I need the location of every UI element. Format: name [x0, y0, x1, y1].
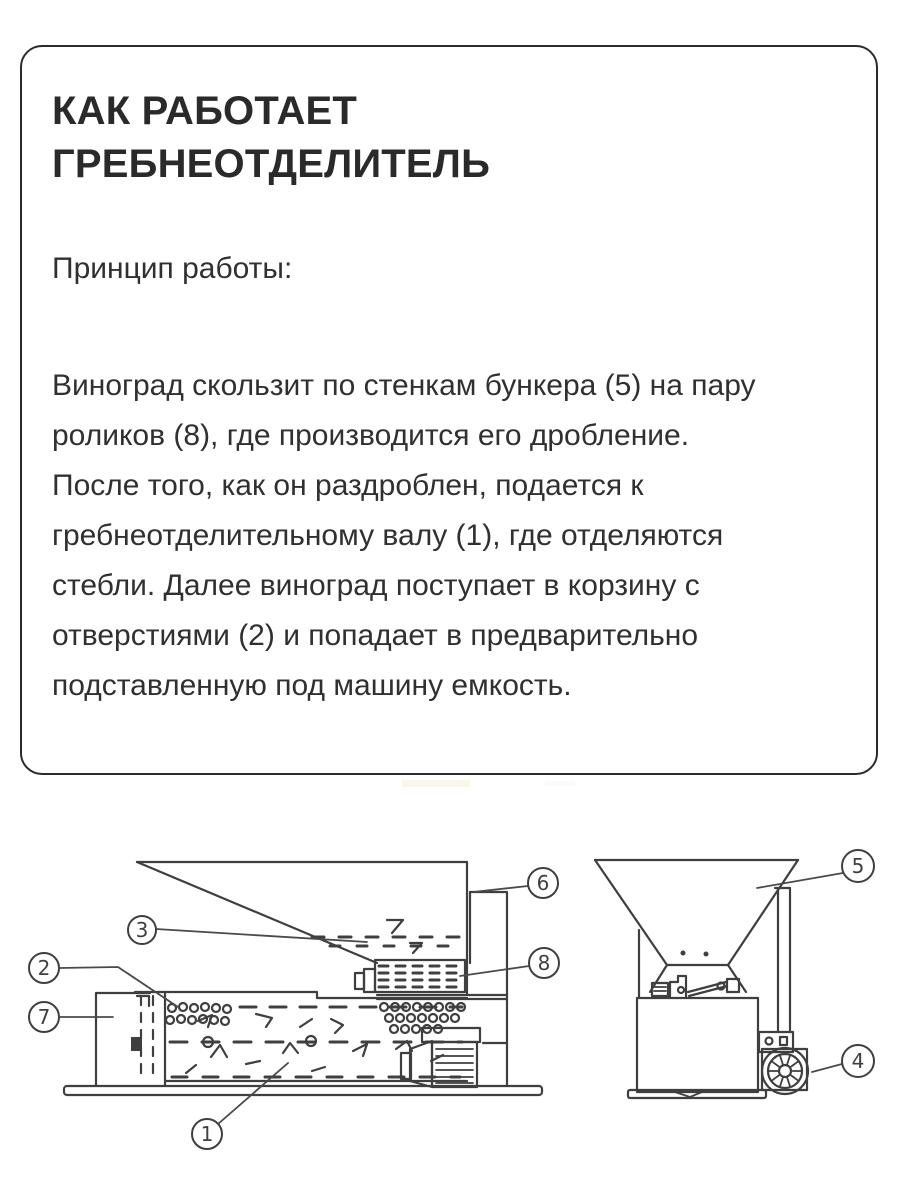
scan-smudge	[402, 780, 575, 787]
motor-side-view	[401, 1028, 480, 1087]
crusher-rollers	[355, 960, 507, 999]
callout-5	[757, 850, 874, 888]
perforated-basket	[135, 992, 467, 1085]
callout-6	[473, 868, 558, 898]
body-line: подставленную под машину емкость.	[52, 669, 572, 702]
rear-wall-front	[775, 888, 790, 1032]
svg-text:6: 6	[536, 871, 550, 895]
body-line: После того, как он раздроблен, подается к	[52, 469, 644, 502]
front-view-drawing	[595, 860, 808, 1098]
callout-2	[29, 953, 178, 1007]
callout-4	[812, 1045, 874, 1077]
svg-text:2: 2	[37, 956, 51, 980]
rear-wall-side	[470, 892, 507, 1086]
body-line: гребнеотделительному валу (1), где отделяются	[52, 519, 724, 552]
svg-text:8: 8	[537, 951, 551, 975]
grape-debris-above-rollers	[312, 920, 462, 953]
roller-mechanism-front	[652, 976, 739, 998]
svg-text:4: 4	[851, 1049, 865, 1073]
svg-text:5: 5	[851, 854, 865, 878]
body-line: стебли. Далее виноград поступает в корзину с	[52, 569, 700, 602]
info-card	[20, 45, 878, 775]
hopper-side	[137, 862, 467, 995]
page-title	[52, 85, 842, 191]
principle-label: Принцип работы:	[52, 252, 293, 285]
svg-text:7: 7	[37, 1005, 51, 1029]
body-line: отверстиями (2) и попадает в предварительно	[52, 619, 699, 652]
machine-diagram	[0, 780, 900, 1200]
stem-fragments	[186, 1014, 443, 1073]
body-line: роликов (8), где производится его дробление.	[52, 419, 690, 452]
fan-motor-front	[762, 1048, 808, 1094]
body-line: Виноград скользит по стенкам бункера (5) на пару	[52, 369, 756, 402]
hopper-front	[595, 860, 798, 998]
callout-7	[29, 1002, 113, 1032]
left-panel	[96, 993, 153, 1086]
svg-text:1: 1	[200, 1122, 214, 1146]
title-line-1: КАК РАБОТАЕТ	[52, 89, 358, 133]
svg-text:3: 3	[135, 918, 149, 942]
callout-8	[460, 948, 559, 978]
machine-body-front	[637, 998, 758, 1092]
title-line-2: ГРЕБНЕОТДЕЛИТЕЛЬ	[52, 142, 491, 186]
callout-3	[128, 916, 367, 944]
description-paragraph	[52, 361, 842, 711]
